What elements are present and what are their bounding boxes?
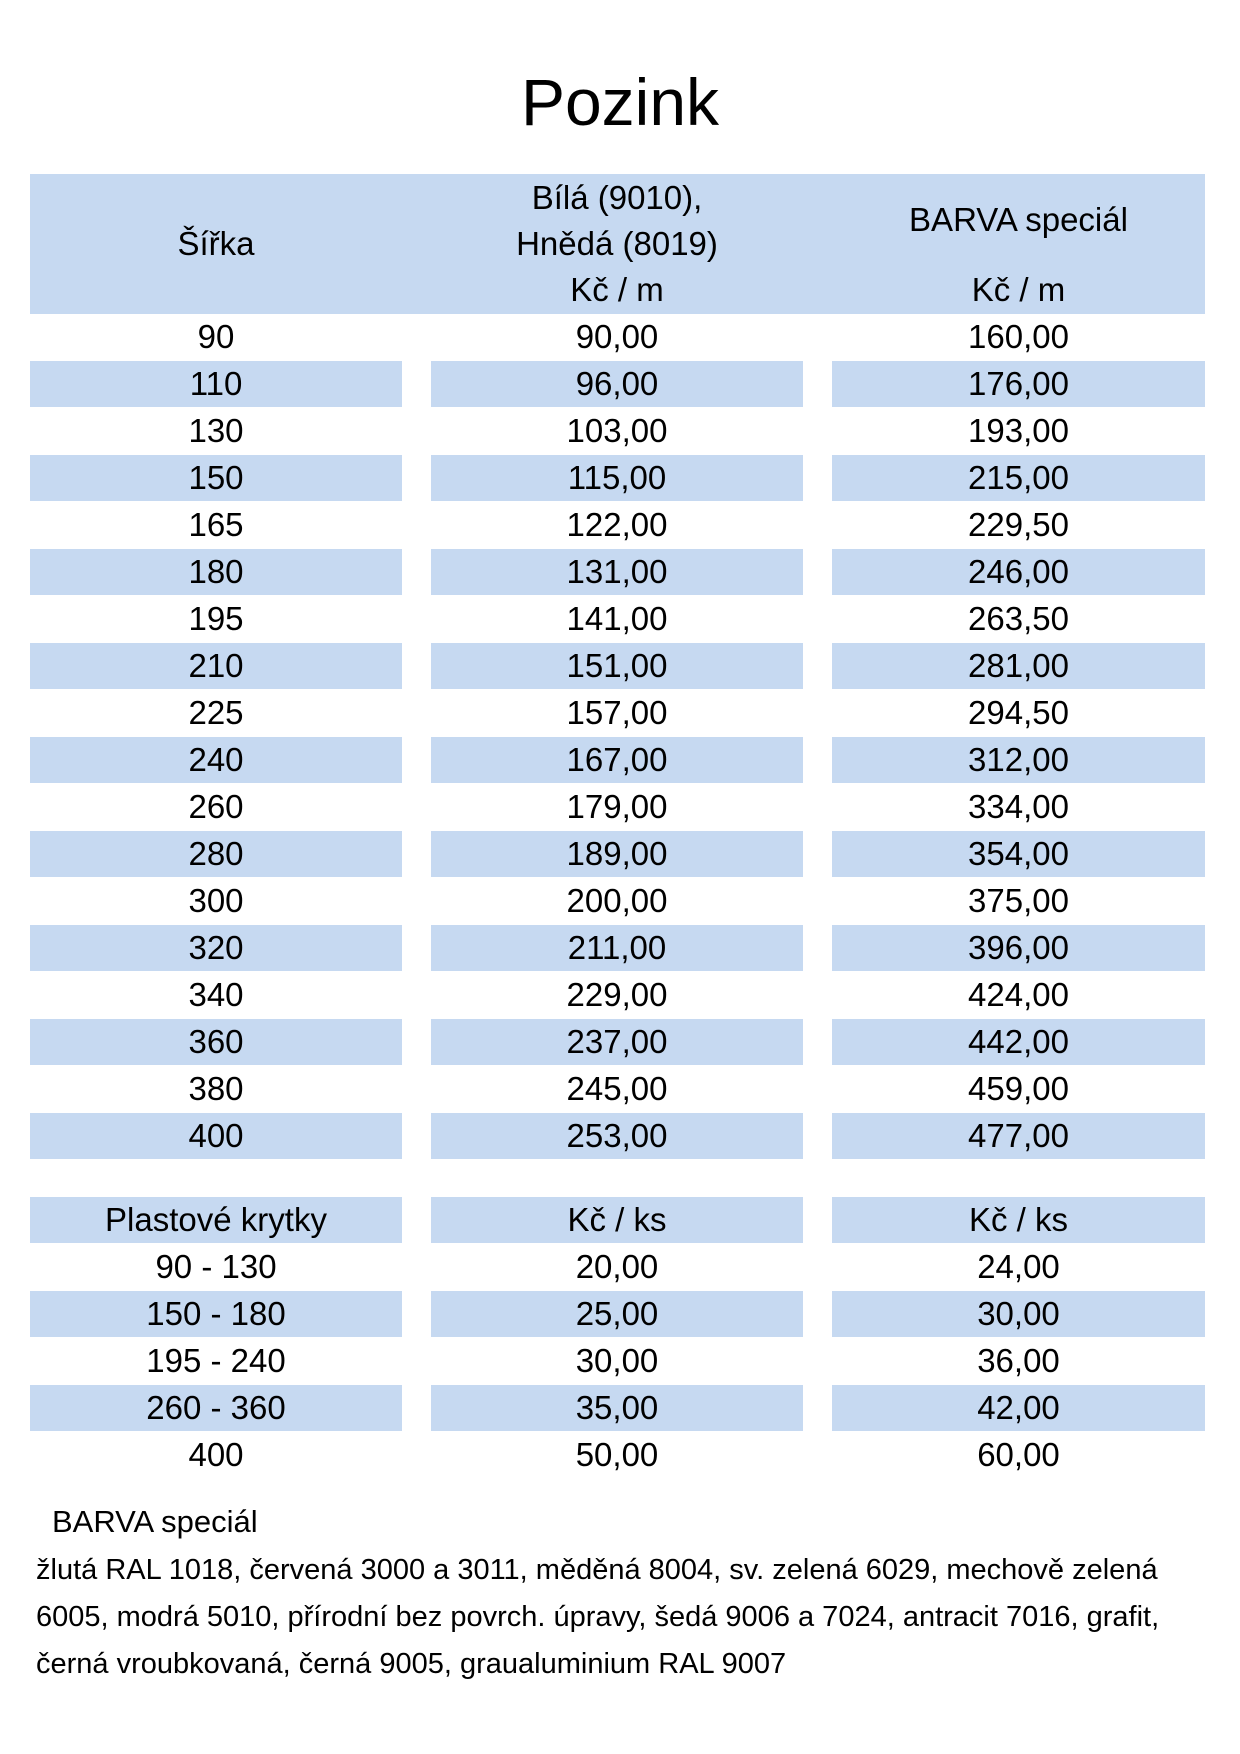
price-row	[0, 831, 1240, 877]
price-row	[0, 878, 1240, 924]
price-row-width: 400	[30, 1113, 402, 1159]
price-row	[0, 643, 1240, 689]
price-row	[0, 596, 1240, 642]
caps-row-special: 42,00	[832, 1385, 1205, 1431]
price-row-special: 246,00	[832, 549, 1205, 595]
price-row-special: 424,00	[968, 976, 1069, 1013]
price-row	[0, 361, 1240, 407]
price-row-standard: 229,00	[566, 976, 668, 1013]
price-row-width: 195	[188, 600, 244, 637]
price-row	[0, 972, 1240, 1018]
price-row-special: 477,00	[832, 1113, 1205, 1159]
caps-row	[0, 1291, 1240, 1337]
price-row-width: 240	[30, 737, 402, 783]
price-row	[0, 1066, 1240, 1112]
price-row-special: 193,00	[968, 412, 1069, 449]
price-row-width: 150	[30, 455, 402, 501]
caps-row	[0, 1385, 1240, 1431]
caps-header-row	[0, 1197, 1240, 1243]
price-row-width: 300	[188, 882, 244, 919]
caps-row-range: 150 - 180	[30, 1291, 402, 1337]
price-row-special: 396,00	[832, 925, 1205, 971]
price-row-special: 459,00	[968, 1070, 1069, 1107]
price-row-standard: 141,00	[566, 600, 668, 637]
price-row-width: 260	[188, 788, 244, 825]
header-standard-unit: Kč / m	[570, 271, 664, 308]
caps-row-range: 90 - 130	[155, 1248, 277, 1285]
price-row-standard: 90,00	[575, 318, 659, 355]
caps-row-range: 195 - 240	[146, 1342, 286, 1379]
price-row	[0, 549, 1240, 595]
price-row	[0, 502, 1240, 548]
price-row	[0, 784, 1240, 830]
caps-row-standard: 35,00	[431, 1385, 803, 1431]
caps-row	[0, 1432, 1240, 1478]
price-row-width: 225	[188, 694, 244, 731]
price-row	[0, 1019, 1240, 1065]
price-row-special: 263,50	[968, 600, 1069, 637]
caps-row-range: 400	[188, 1436, 244, 1473]
price-row-width: 340	[188, 976, 244, 1013]
price-row-standard: 96,00	[431, 361, 803, 407]
price-row-special: 334,00	[968, 788, 1069, 825]
note-title: BARVA speciál	[52, 1504, 258, 1539]
caps-row-special: 24,00	[977, 1248, 1060, 1285]
price-row-special: 229,50	[968, 506, 1069, 543]
price-row-width: 210	[30, 643, 402, 689]
header-special-color: BARVA speciál	[909, 201, 1128, 238]
caps-row-standard: 25,00	[431, 1291, 803, 1337]
caps-row	[0, 1338, 1240, 1384]
price-row	[0, 408, 1240, 454]
price-row	[0, 737, 1240, 783]
page-title: Pozink	[520, 65, 720, 139]
price-row-standard: 245,00	[566, 1070, 668, 1107]
price-row-standard: 122,00	[566, 506, 668, 543]
price-row	[0, 925, 1240, 971]
note-text: žlutá RAL 1018, červená 3000 a 3011, měděná 8004, sv. zelená 6029, mechově zelená 6005, modrá 5010, přírodní bez povrch. úpravy, šedá 9006 a 7024, antracit 7016, grafit, černá vroubkovaná, černá 9005, graualuminium RAL 9007	[36, 1554, 1160, 1680]
price-row	[0, 455, 1240, 501]
price-row	[0, 314, 1240, 360]
price-row-special: 312,00	[832, 737, 1205, 783]
caps-row-standard: 30,00	[575, 1342, 659, 1379]
price-row-standard: 200,00	[566, 882, 668, 919]
caps-header-title: Plastové krytky	[30, 1197, 402, 1243]
price-row-width: 280	[30, 831, 402, 877]
price-row-special: 354,00	[832, 831, 1205, 877]
price-row-special: 160,00	[968, 318, 1069, 355]
price-row-standard: 167,00	[431, 737, 803, 783]
caps-row-special: 60,00	[977, 1436, 1060, 1473]
price-row	[0, 690, 1240, 736]
price-row-width: 320	[30, 925, 402, 971]
header-width: Šířka	[177, 225, 255, 262]
caps-header-special-unit: Kč / ks	[832, 1197, 1205, 1243]
price-row-standard: 189,00	[431, 831, 803, 877]
price-row	[0, 1113, 1240, 1159]
price-row-width: 90	[197, 318, 235, 355]
price-row-special: 442,00	[832, 1019, 1205, 1065]
caps-header-standard-unit: Kč / ks	[431, 1197, 803, 1243]
caps-row-standard: 20,00	[575, 1248, 659, 1285]
price-row-width: 110	[30, 361, 402, 407]
caps-row	[0, 1244, 1240, 1290]
price-row-special: 215,00	[832, 455, 1205, 501]
header-special-unit: Kč / m	[971, 271, 1066, 308]
caps-row-special: 30,00	[832, 1291, 1205, 1337]
price-row-special: 281,00	[832, 643, 1205, 689]
price-row-width: 165	[188, 506, 244, 543]
price-row-standard: 103,00	[566, 412, 668, 449]
price-row-special: 176,00	[832, 361, 1205, 407]
price-row-width: 130	[188, 412, 244, 449]
price-row-width: 180	[30, 549, 402, 595]
caps-row-special: 36,00	[977, 1342, 1060, 1379]
caps-row-range: 260 - 360	[30, 1385, 402, 1431]
caps-row-standard: 50,00	[575, 1436, 659, 1473]
price-row-special: 375,00	[968, 882, 1069, 919]
price-row-standard: 115,00	[431, 455, 803, 501]
price-row-width: 360	[30, 1019, 402, 1065]
header-standard-colors-line2: Hnědá (8019)	[516, 225, 718, 262]
price-row-width: 380	[188, 1070, 244, 1107]
table-header	[30, 174, 1205, 314]
price-row-standard: 253,00	[431, 1113, 803, 1159]
price-row-standard: 211,00	[431, 925, 803, 971]
header-standard-colors-line1: Bílá (9010),	[531, 179, 703, 216]
price-row-standard: 237,00	[431, 1019, 803, 1065]
price-row-special: 294,50	[968, 694, 1069, 731]
price-row-standard: 151,00	[431, 643, 803, 689]
price-row-standard: 131,00	[431, 549, 803, 595]
price-row-standard: 157,00	[566, 694, 668, 731]
price-row-standard: 179,00	[566, 788, 668, 825]
